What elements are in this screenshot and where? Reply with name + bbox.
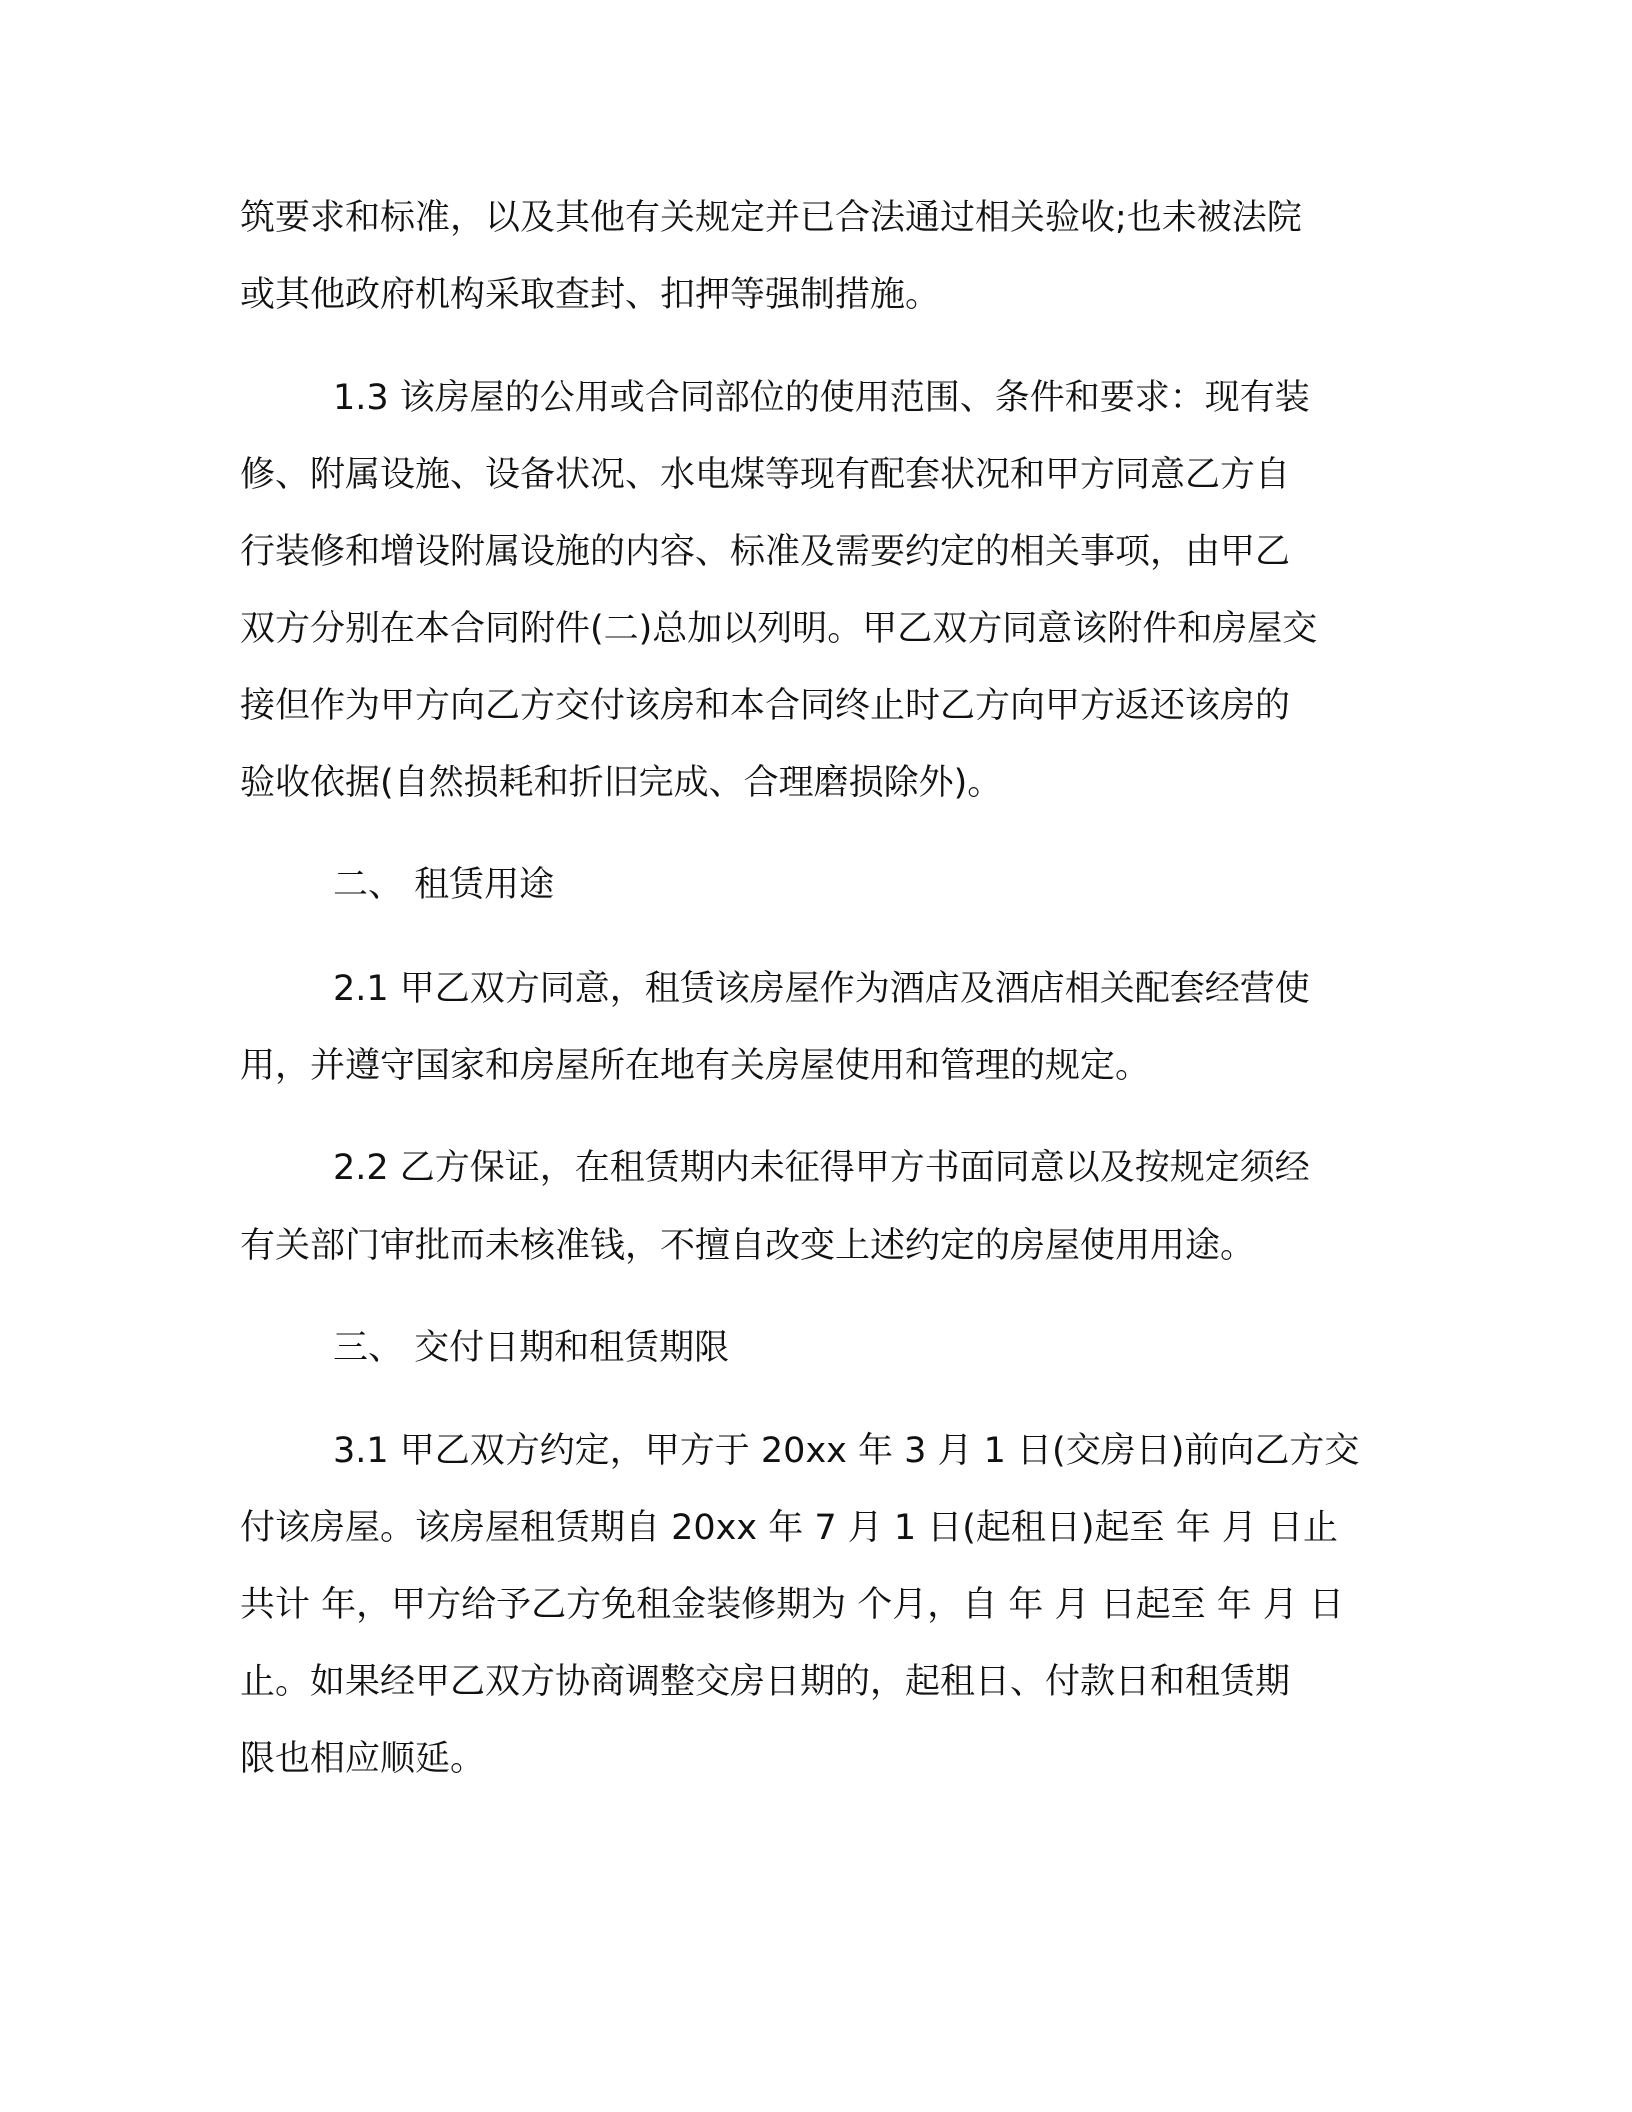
paragraph-line: 验收依据(自然损耗和折旧完成、合理磨损除外)。 (240, 763, 1003, 803)
paragraph-line: 修、附属设施、设备状况、水电煤等现有配套状况和甲方同意乙方自 (240, 455, 1291, 495)
clause-1-3-line: 1.3 该房屋的公用或合同部位的使用范围、条件和要求：现有装 (333, 378, 1310, 418)
paragraph-line: 止。如果经甲乙双方协商调整交房日期的，起租日、付款日和租赁期 (240, 1662, 1291, 1702)
paragraph-line: 双方分别在本合同附件(二)总加以列明。甲乙双方同意该附件和房屋交 (240, 609, 1318, 649)
paragraph-line: 限也相应顺延。 (240, 1739, 486, 1779)
section-heading-3: 三、 交付日期和租赁期限 (333, 1328, 730, 1368)
paragraph-line: 筑要求和标准，以及其他有关规定并已合法通过相关验收;也未被法院 (240, 198, 1302, 238)
paragraph-line: 有关部门审批而未核准钱，不擅自改变上述约定的房屋使用用途。 (240, 1226, 1256, 1266)
paragraph-line: 接但作为甲方向乙方交付该房和本合同终止时乙方向甲方返还该房的 (240, 686, 1291, 726)
section-heading-2: 二、 租赁用途 (333, 865, 555, 905)
clause-3-1-line: 3.1 甲乙双方约定，甲方于 20xx 年 3 月 1 日(交房日)前向乙方交 (333, 1431, 1360, 1471)
clause-2-1-line: 2.1 甲乙双方同意，租赁该房屋作为酒店及酒店相关配套经营使 (333, 969, 1310, 1009)
paragraph-line: 行装修和增设附属设施的内容、标准及需要约定的相关事项，由甲乙 (240, 532, 1291, 572)
paragraph-line: 付该房屋。该房屋租赁期自 20xx 年 7 月 1 日(起租日)起至 年 月 日止 (240, 1508, 1338, 1548)
paragraph-line: 用，并遵守国家和房屋所在地有关房屋使用和管理的规定。 (240, 1046, 1151, 1086)
paragraph-line: 或其他政府机构采取查封、扣押等强制措施。 (240, 275, 941, 315)
paragraph-line: 共计 年，甲方给予乙方免租金装修期为 个月，自 年 月 日起至 年 月 日 (240, 1585, 1345, 1625)
clause-2-2-line: 2.2 乙方保证，在租赁期内未征得甲方书面同意以及按规定须经 (333, 1148, 1310, 1188)
